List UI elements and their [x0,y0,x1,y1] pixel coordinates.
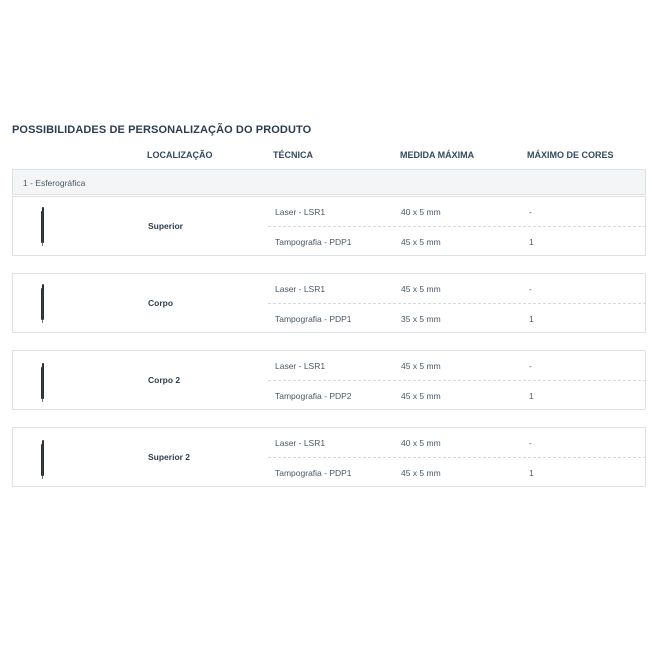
technique-row [268,197,646,227]
size-cell: 45 x 5 mm [401,237,441,247]
pen-thumbnail [13,428,148,486]
pen-icon [41,444,44,476]
technique-cell: Tampografia - PDP1 [275,468,352,478]
pen-icon [41,211,44,243]
pen-icon [41,367,44,399]
technique-cell: Tampografia - PDP1 [275,237,352,247]
max-colors-cell: 1 [529,391,534,401]
size-cell: 45 x 5 mm [401,468,441,478]
size-cell: 45 x 5 mm [401,361,441,371]
max-colors-cell: 1 [529,468,534,478]
column-header-medida: MEDIDA MÁXIMA [400,150,475,160]
position-card [12,196,646,256]
column-header-localizacao: LOCALIZAÇÃO [147,150,213,160]
page-title: POSSIBILIDADES DE PERSONALIZAÇÃO DO PRODUTO [12,124,312,136]
size-cell: 35 x 5 mm [401,314,441,324]
column-header-cores: MÁXIMO DE CORES [527,150,614,160]
max-colors-cell: 1 [529,314,534,324]
technique-cell: Laser - LSR1 [275,284,326,294]
size-cell: 40 x 5 mm [401,207,441,217]
technique-row [268,227,646,256]
size-cell: 40 x 5 mm [401,438,441,448]
max-colors-cell: - [529,207,532,217]
location-label: Corpo 2 [148,375,181,385]
product-group-row: 1 - Esferográfica [12,169,646,195]
position-card [12,350,646,410]
location-label: Superior [148,221,183,231]
technique-row [268,458,646,487]
technique-cell: Laser - LSR1 [275,207,326,217]
size-cell: 45 x 5 mm [401,391,441,401]
pen-icon [41,288,44,320]
technique-row [268,351,646,381]
technique-row [268,304,646,333]
technique-row [268,381,646,410]
technique-cell: Laser - LSR1 [275,361,326,371]
position-card [12,273,646,333]
max-colors-cell: - [529,284,532,294]
pen-thumbnail [13,197,148,255]
pen-thumbnail [13,274,148,332]
size-cell: 45 x 5 mm [401,284,441,294]
technique-cell: Laser - LSR1 [275,438,326,448]
technique-row [268,428,646,458]
column-header-tecnica: TÉCNICA [273,150,313,160]
max-colors-cell: 1 [529,237,534,247]
location-label: Corpo [148,298,174,308]
location-label: Superior 2 [148,452,191,462]
technique-cell: Tampografia - PDP2 [275,391,352,401]
technique-cell: Tampografia - PDP1 [275,314,352,324]
max-colors-cell: - [529,438,532,448]
pen-thumbnail [13,351,148,409]
position-card [12,427,646,487]
technique-row [268,274,646,304]
max-colors-cell: - [529,361,532,371]
